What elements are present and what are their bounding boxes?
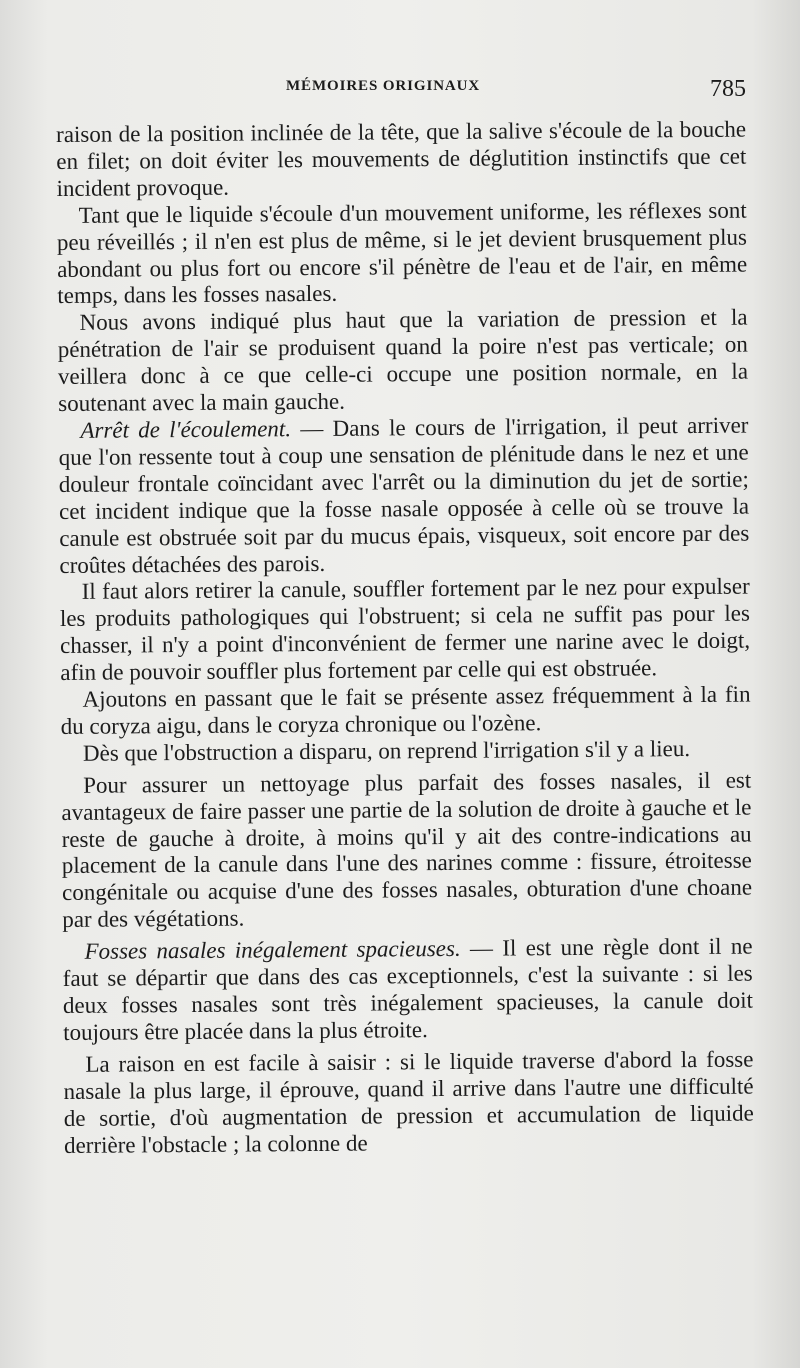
paragraph-7 — [61, 735, 751, 767]
paragraph-text: Il faut alors retirer la canule, souffler fortement par le nez pour expulser les produits pathologiques qui l'obstruent; si cela ne suffit pas pour les chasser, il n'y a point d'inconvénient de fermer une narine avec le doigt, afin de pouvoir souffler plus fortement par celle qui est obstruée. — [59, 573, 751, 686]
paragraph-text: — Il est une règle dont il ne faut se départir que dans des cas exceptionnels, c'est la suivante : si les deux fosses nasales sont très inégalement spacieuses, la canule doit toujours être placée dans la plus étroite. — [62, 933, 754, 1045]
paragraph-text: Pour assurer un nettoyage plus parfait des fosses nasales, il est avantageux de faire passer une partie de la solution de droite à gauche et le reste de gauche à droite, à moins qu'il y ait des contre-indications au placement de la canule dans l'une des narines comme : fissure, étroitesse congénitale ou acquise d'une des fosses nasales, obturation d'une choane par des végétations. — [61, 767, 753, 933]
paragraph-8 — [61, 767, 752, 934]
section-heading-fosses: Fosses nasales inégalement spacieuses. — [84, 936, 461, 964]
running-title: MÉMOIRES ORIGINAUX — [286, 78, 481, 94]
paragraph-1 — [56, 117, 747, 203]
paragraph-9 — [62, 934, 753, 1047]
section-heading-arret: Arrêt de l'écoulement. — [80, 416, 292, 443]
paragraph-10 — [63, 1046, 754, 1159]
paragraph-text: Dès que l'obstruction a disparu, on reprend l'irrigation s'il y a lieu. — [82, 735, 691, 766]
paragraph-text: La raison en est facile à saisir : si le liquide traverse d'abord la fosse nasale la plus large, il éprouve, quand il arrive dans l'autre une difficulté de sortie, d'où augmentation de pression et accumulation de liquide derrière l'obstacle ; la colonne de — [63, 1046, 754, 1158]
paragraph-text: Nous avons indiqué plus haut que la variation de pression et la pénétration de l'air se produisent quand la poire n'est pas verticale; on veillera donc à ce que celle-ci occupe une position normale, en la soutenant avec la main gauche. — [57, 304, 749, 417]
paragraph-text: Tant que le liquide s'écoule d'un mouvement uniforme, les réflexes sont peu réveillés ; il n'en est plus de même, si le jet devient brusquement plus abondant ou plus fort ou encore s'il pénètre de l'eau et de l'air, en même temps, dans les fosses nasales. — [56, 197, 748, 309]
paragraph-6 — [60, 682, 750, 741]
running-header — [56, 76, 746, 106]
paragraph-text: raison de la position inclinée de la tête, que la salive s'écoule de la bouche en filet; on doit éviter les mouvements de déglutition instinctifs que cet incident provoque. — [56, 116, 747, 201]
paragraph-5 — [60, 574, 751, 687]
paragraph-2 — [57, 197, 748, 310]
paragraph-text: Ajoutons en passant que le fait se présente assez fréquemment à la fin du coryza aigu, dans le coryza chronique ou l'ozène. — [60, 681, 751, 739]
body-text — [56, 117, 754, 1160]
paragraph-text: — Dans le cours de l'irrigation, il peut arriver que l'on ressente tout à coup une sensation de plénitude dans le nez et une douleur frontale coïncidant avec l'arrêt ou la diminution du jet de sortie; cet incident indique que la fosse nasale opposée à celle où se trouve la canule est obstruée soit par du mucus épais, visqueux, soit encore par des croûtes détachées des parois. — [58, 412, 750, 578]
paragraph-3 — [57, 305, 748, 418]
paragraph-4 — [58, 413, 749, 580]
page-number: 785 — [710, 76, 746, 102]
